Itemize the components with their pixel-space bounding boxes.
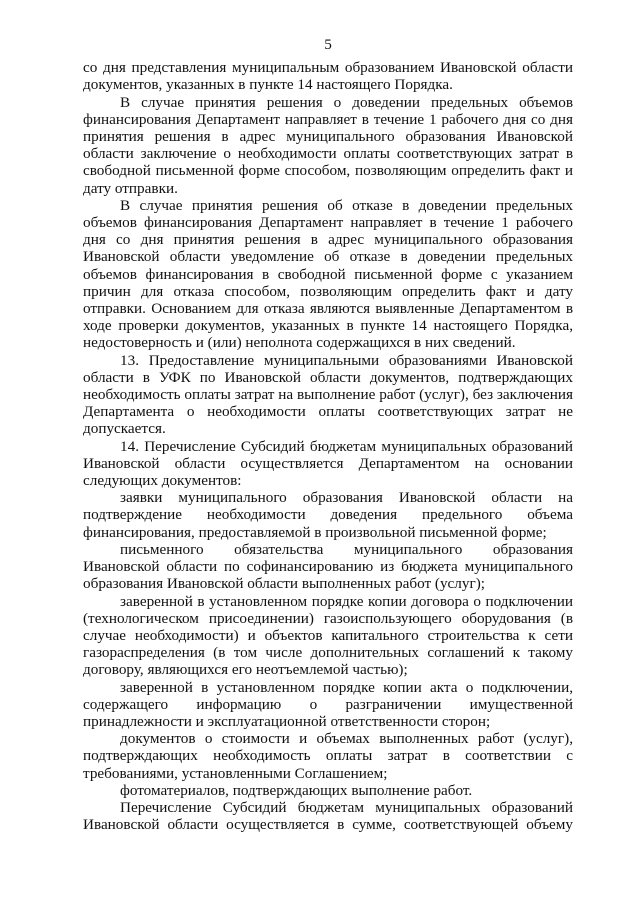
paragraph: заверенной в установленном порядке копии договора о подключении (технологическом присоединении) газоиспользующего оборудования (в случае необходимости) и объектов капитального строительства к сети газораспределения (в том числе дополнительных соглашений к такому договору, являющихся его неотъемлемой частью); xyxy=(83,592,573,679)
paragraph: 13. Предоставление муниципальными образованиями Ивановской области в УФК по Ивановской области документов, подтверждающих необходимость оплаты затрат на выполнение работ (услуг), без заключения Департамента о необходимости оплаты соответствующих затрат не допускается. xyxy=(83,351,573,438)
document-page xyxy=(83,36,573,833)
paragraph: письменного обязательства муниципального образования Ивановской области по софинансированию из бюджета муниципального образования Ивановской области выполненных работ (услуг); xyxy=(83,540,573,593)
paragraph: 14. Перечисление Субсидий бюджетам муниципальных образований Ивановской области осуществляется Департаментом на основании следующих документов: xyxy=(83,437,573,490)
paragraph: со дня представления муниципальным образованием Ивановской области документов, указанных в пункте 14 настоящего Порядка. xyxy=(83,59,573,94)
paragraph: В случае принятия решения о доведении предельных объемов финансирования Департамент направляет в течение 1 рабочего дня со дня принятия решения в адрес муниципального образования Ивановской области заключение о необходимости оплаты соответствующих затрат в свободной письменной форме способом, позволяющим определить факт и дату отправки. xyxy=(83,93,573,197)
paragraph: заявки муниципального образования Ивановской области на подтверждение необходимости доведения предельного объема финансирования, предоставляемой в произвольной письменной форме; xyxy=(83,489,573,541)
paragraph: Перечисление Субсидий бюджетам муниципальных образований Ивановской области осуществляется в сумме, соответствующей объему xyxy=(83,798,573,834)
paragraph: В случае принятия решения об отказе в доведении предельных объемов финансирования Департамент направляет в течение 1 рабочего дня со дня принятия решения в адрес муниципального образования Ивановской области уведомление об отказе в доведении предельных объемов финансирования в свободной письменной форме с указанием причин для отказа способом, позволяющим определить факт и дату отправки. Основанием для отказа являются выявленные Департаментом в ходе проверки документов, указанных в пункте 14 настоящего Порядка, недостоверность и (или) неполнота содержащихся в них сведений. xyxy=(83,196,573,352)
paragraph: заверенной в установленном порядке копии акта о подключении, содержащего информацию о разграничении имущественной принадлежности и эксплуатационной ответственности сторон; xyxy=(83,678,573,730)
paragraph: фотоматериалов, подтверждающих выполнение работ. xyxy=(120,781,473,799)
paragraph: документов о стоимости и объемах выполненных работ (услуг), подтверждающих необходимость оплаты затрат в соответствии с требованиями, установленными Соглашением; xyxy=(83,730,573,782)
page-number: 5 xyxy=(324,36,332,53)
